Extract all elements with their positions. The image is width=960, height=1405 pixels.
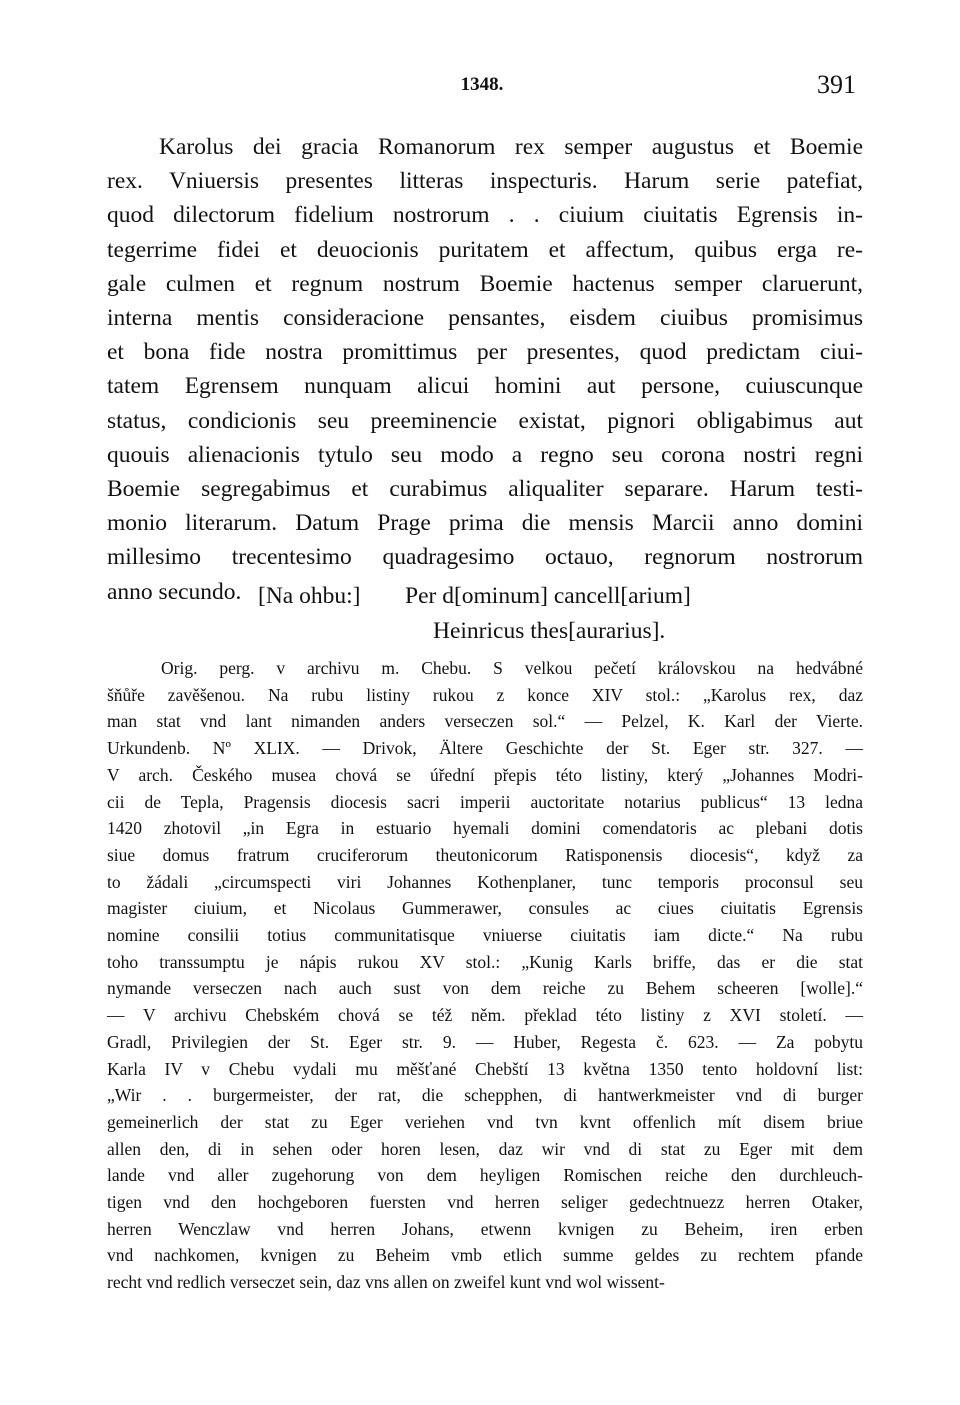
- note-line: 1420 zhotovil „in Egra in estuario hyemali domini comendatoris ac plebani dotis: [107, 818, 863, 839]
- text-line: monio literarum. Datum Prage prima die mensis Marcii anno domini: [107, 510, 863, 537]
- text-line: anno secundo.: [107, 578, 242, 605]
- endorsement-name: Heinricus thes[aurarius].: [433, 618, 666, 644]
- note-line: „Wir . . burgermeister, der rat, die schepphen, di hantwerkmeister vnd di burger: [107, 1085, 863, 1106]
- note-line: V arch. Českého musea chová se úřední přepis této listiny, který „Johannes Modri-: [107, 764, 863, 785]
- note-line: tigen vnd den hochgeboren fuersten vnd herren seliger gedechtnuezz herren Otaker,: [107, 1192, 863, 1213]
- text-line: Boemie segregabimus et curabimus aliqualiter separare. Harum testi-: [107, 476, 863, 503]
- text-line: gale culmen et regnum nostrum Boemie hactenus semper claruerunt,: [107, 270, 863, 297]
- note-line: siue domus fratrum cruciferorum theutonicorum Ratisponensis diocesis“, když za: [107, 844, 863, 865]
- note-line: Urkundenb. Nº XLIX. — Drivok, Ältere Geschichte der St. Eger str. 327. —: [107, 738, 863, 759]
- note-line: allen den, di in sehen oder horen lesen, daz wir vnd di stat zu Eger mit dem: [107, 1138, 863, 1159]
- text-line: tatem Egrensem nunquam alicui homini aut persone, cuiuscunque: [107, 373, 863, 400]
- text-line: tegerrime fidei et deuocionis puritatem et affectum, quibus erga re-: [107, 236, 863, 263]
- note-line: magister ciuium, et Nicolaus Gummerawer, consules ac ciues ciuitatis Egrensis: [107, 898, 863, 919]
- page-header: [108, 70, 856, 104]
- note-line: man stat vnd lant nimanden anders verseczen sol.“ — Pelzel, K. Karl der Vierte.: [107, 711, 863, 732]
- note-line: toho transsumptu je nápis rukou XV stol.: „Kunig Karls briffe, das er die stat: [107, 951, 863, 972]
- text-line: quouis alienacionis tytulo seu modo a regno seu corona nostri regni: [107, 441, 863, 468]
- text-line: et bona fide nostra promittimus per presentes, quod predictam ciui-: [107, 339, 863, 366]
- note-line: Gradl, Privilegien der St. Eger str. 9. — Huber, Regesta č. 623. — Za pobytu: [107, 1031, 863, 1052]
- text-line: status, condicionis seu preeminencie existat, pignori obligabimus aut: [107, 407, 863, 434]
- note-line: Orig. perg. v archivu m. Chebu. S velkou pečetí královskou na hedvábné: [161, 658, 863, 678]
- note-line: gemeinerlich der stat zu Eger veriehen vnd tvn kvnt offenlich mít disem briue: [107, 1111, 863, 1132]
- note-line: Karla IV v Chebu vydali mu měšťané Chebští 13 května 1350 tento holdovní list:: [107, 1058, 863, 1079]
- note-line: nymande verseczen nach auch sust von dem reiche zu Behem scheeren [wolle].“: [107, 978, 863, 999]
- note-line: cii de Tepla, Pragensis diocesis sacri imperii auctoritate notarius publicus“ 13 ledna: [107, 791, 863, 812]
- note-line: recht vnd redlich verseczet sein, daz vns allen on zweifel kunt vnd wol wissent-: [107, 1272, 665, 1293]
- note-line: nomine consilii totius communitatisque vniuerse ciuitatis iam dicte.“ Na rubu: [107, 925, 863, 946]
- text-line: quod dilectorum fidelium nostrorum . . ciuium ciuitatis Egrensis in-: [107, 202, 863, 229]
- page-number: 391: [817, 70, 856, 99]
- note-line: lande vnd aller zugehorung von dem heyligen Romischen reiche den durchleuch-: [107, 1165, 863, 1186]
- note-line: herren Wenczlaw vnd herren Johans, etwenn kvnigen zu Beheim, iren erben: [107, 1218, 863, 1239]
- text-line: interna mentis consideracione pensantes, eisdem ciuibus promisimus: [107, 305, 863, 332]
- editorial-notes: [107, 655, 863, 1296]
- note-line: vnd nachkomen, kvnigen zu Beheim vmb etlich summe geldes zu rechtem pfande: [107, 1245, 863, 1266]
- text-line: rex. Vniuersis presentes litteras inspecturis. Harum serie patefiat,: [107, 168, 863, 195]
- note-line: — V archivu Chebském chová se též něm. překlad této listiny z XVI století. —: [107, 1005, 863, 1026]
- note-line: šňůře zavěšenou. Na rubu listiny rukou z konce XIV stol.: „Karolus rex, daz: [107, 684, 863, 705]
- header-year: 1348.: [460, 74, 504, 95]
- text-line: Karolus dei gracia Romanorum rex semper augustus et Boemie: [159, 134, 863, 160]
- charter-text: [107, 130, 863, 609]
- note-line: to žádali „circumspecti viri Johannes Kothenplaner, tunc temporis proconsul seu: [107, 871, 863, 892]
- text-line: millesimo trecentesimo quadragesimo octauo, regnorum nostrorum: [107, 544, 863, 571]
- endorsement-text: Per d[ominum] cancell[arium]: [405, 583, 691, 609]
- endorsement-prefix: [Na ohbu:]: [258, 583, 361, 609]
